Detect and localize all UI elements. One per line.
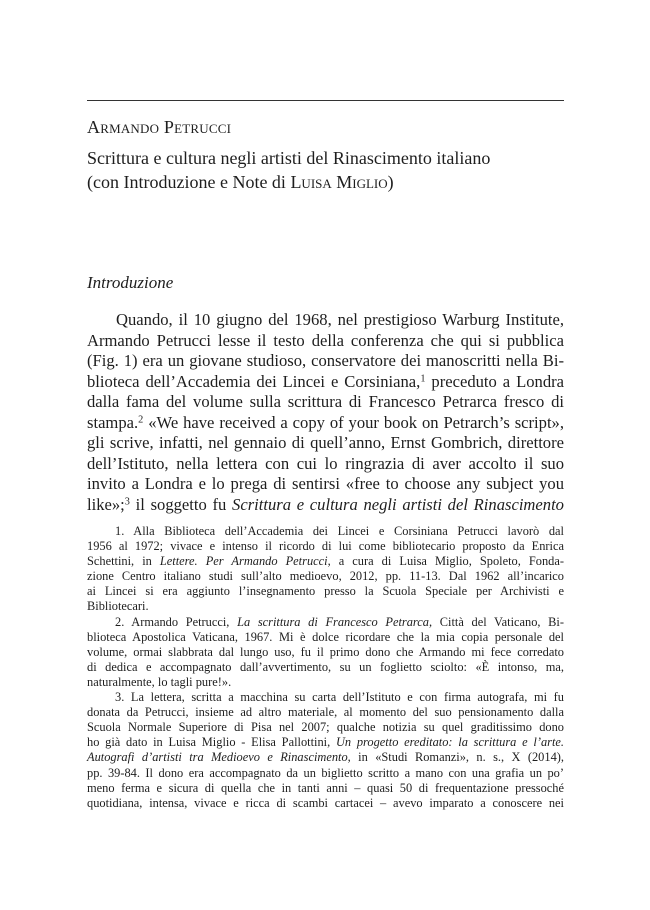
footnote-line: naturalmente, lo tagli pure!». [87, 674, 232, 689]
body-line: dalla fama del volume sulla scrittura di Francesco Petrarca fresco di [87, 392, 564, 411]
footnote-line: ai Lincei si era aggiunto l’insegnamento presso la Scuola Speciale per Archivisti e [87, 584, 564, 599]
footnote-italic: Un progetto ereditato: la scrittura e l’arte. [335, 735, 564, 750]
body-line [87, 495, 564, 516]
footnote-line: Bibliotecari. [87, 599, 149, 614]
author-name: Armando Petrucci [87, 117, 232, 137]
footnote-line: zione Centro italiano studi sull’alto medioevo, 2012, pp. 11-13. Dal 1962 all’incarico [87, 569, 564, 584]
footnote-fragment: in «Studi Romanzi», n. s., X (2014), [350, 750, 564, 765]
footnote-fragment: 2. Armando Petrucci, [115, 614, 238, 629]
title-line-2 [87, 170, 564, 194]
body-fragment: «We have received a copy of your book on Petrarch’s script», [148, 412, 564, 432]
body-fragment: il soggetto fu [135, 494, 233, 514]
body-line [87, 413, 564, 434]
body-fragment: stampa. [87, 412, 139, 432]
footnote-line: 1956 al 1972; vivace e intenso il ricordo di lui come bibliotecario proposto da Enrica [87, 539, 564, 554]
footnote-line: 3. La lettera, scritta a macchina su carta dell’Istituto e con firma autografa, mi fu [115, 690, 564, 705]
footnote-fragment: ho già dato in Luisa Miglio - Elisa Pallottini, [87, 735, 336, 750]
footnote-fragment: a cura di Luisa Miglio, Spoleto, Fonda- [330, 554, 564, 569]
footnote-fragment: Città del Vaticano, Bi- [432, 614, 564, 629]
footnote-line: volume, ormai slabbrata dal lungo uso, fu il primo dono che Armando mi fece corredato [87, 644, 564, 659]
footnote-line: donata da Petrucci, insieme ad altro materiale, al momento del suo pensionamento dalla [87, 705, 564, 720]
section-heading: Introduzione [87, 273, 174, 292]
footnote-fragment: Schettini, in [87, 554, 160, 569]
footnote-line [87, 735, 564, 750]
footnote-italic: Lettere. Per Armando Petrucci, [159, 554, 331, 569]
footnote-line [87, 750, 564, 765]
title-prefix: (con Introduzione e Note di [87, 172, 291, 192]
body-fragment: like»; [87, 494, 125, 514]
footnote-line: meno ferma e sicura di quella che in tanti anni – quasi 50 di frequentazione pressoché [87, 780, 564, 795]
article-title [87, 146, 564, 194]
body-fragment: preceduto a Londra [431, 371, 565, 391]
footnote-ref-2: 2 [138, 413, 144, 425]
footnote-ref-1: 1 [420, 372, 426, 384]
footnote-line: 1. Alla Biblioteca dell’Accademia dei Lincei e Corsiniana Petrucci lavorò dal [115, 524, 564, 538]
footnote-line [87, 615, 564, 630]
body-text [87, 310, 564, 515]
footnote-italic: Autografi d’artisti tra Medioevo e Rinascimento, [87, 750, 351, 765]
footnotes [87, 524, 564, 811]
body-line: Armando Petrucci lesse il testo della conferenza che qui si pubblica [87, 330, 564, 350]
footnote-line: Scuola Normale Superiore di Pisa nel 2007; qualche notizia su quel graditissimo dono [87, 720, 564, 735]
footnote-line: pp. 39-84. Il dono era accompagnato da un biglietto scritto a mano con una grafia un po’ [87, 765, 564, 780]
footnote-ref-3: 3 [124, 495, 130, 507]
title-line-1: Scrittura e cultura negli artisti del Rinascimento italiano [87, 148, 491, 168]
title-suffix: ) [387, 172, 394, 192]
editor-name: Luisa Miglio [290, 172, 388, 192]
footnote-italic: La scrittura di Francesco Petrarca, [237, 614, 433, 629]
body-line: invito a Londra e lo prega di sentirsi «free to choose any subject you [87, 474, 564, 493]
body-line: Quando, il 10 giugno del 1968, nel prestigioso Warburg Institute, [116, 310, 564, 329]
footnote-line: di dedica e accompagnato dall’avvertimento, su un foglietto sciolto: «È intonso, ma, [87, 659, 564, 674]
header-rule [87, 100, 564, 101]
footnote-line: blioteca Apostolica Vaticana, 1967. Mi è dolce ricordare che la mia copia personale del [87, 629, 564, 644]
body-line: gli scrive, infatti, nel gennaio di quell’anno, Ernst Gombrich, direttore [87, 433, 564, 452]
body-fragment: blioteca dell’Accademia dei Lincei e Corsiniana, [87, 371, 421, 391]
body-line: dell’Istituto, nella lettera con cui lo ringrazia di aver accolto il suo [87, 453, 564, 473]
footnote-line [87, 554, 564, 569]
body-line: (Fig. 1) era un giovane studioso, conservatore dei manoscritti nella Bi- [87, 351, 564, 370]
footnote-line: quotidiana, intensa, vivace e ricca di scambi cartacei – avevo imparato a conoscere nei [87, 795, 564, 810]
body-italic-title: Scrittura e cultura negli artisti del Rinascimento [232, 494, 564, 514]
body-line [87, 372, 564, 393]
